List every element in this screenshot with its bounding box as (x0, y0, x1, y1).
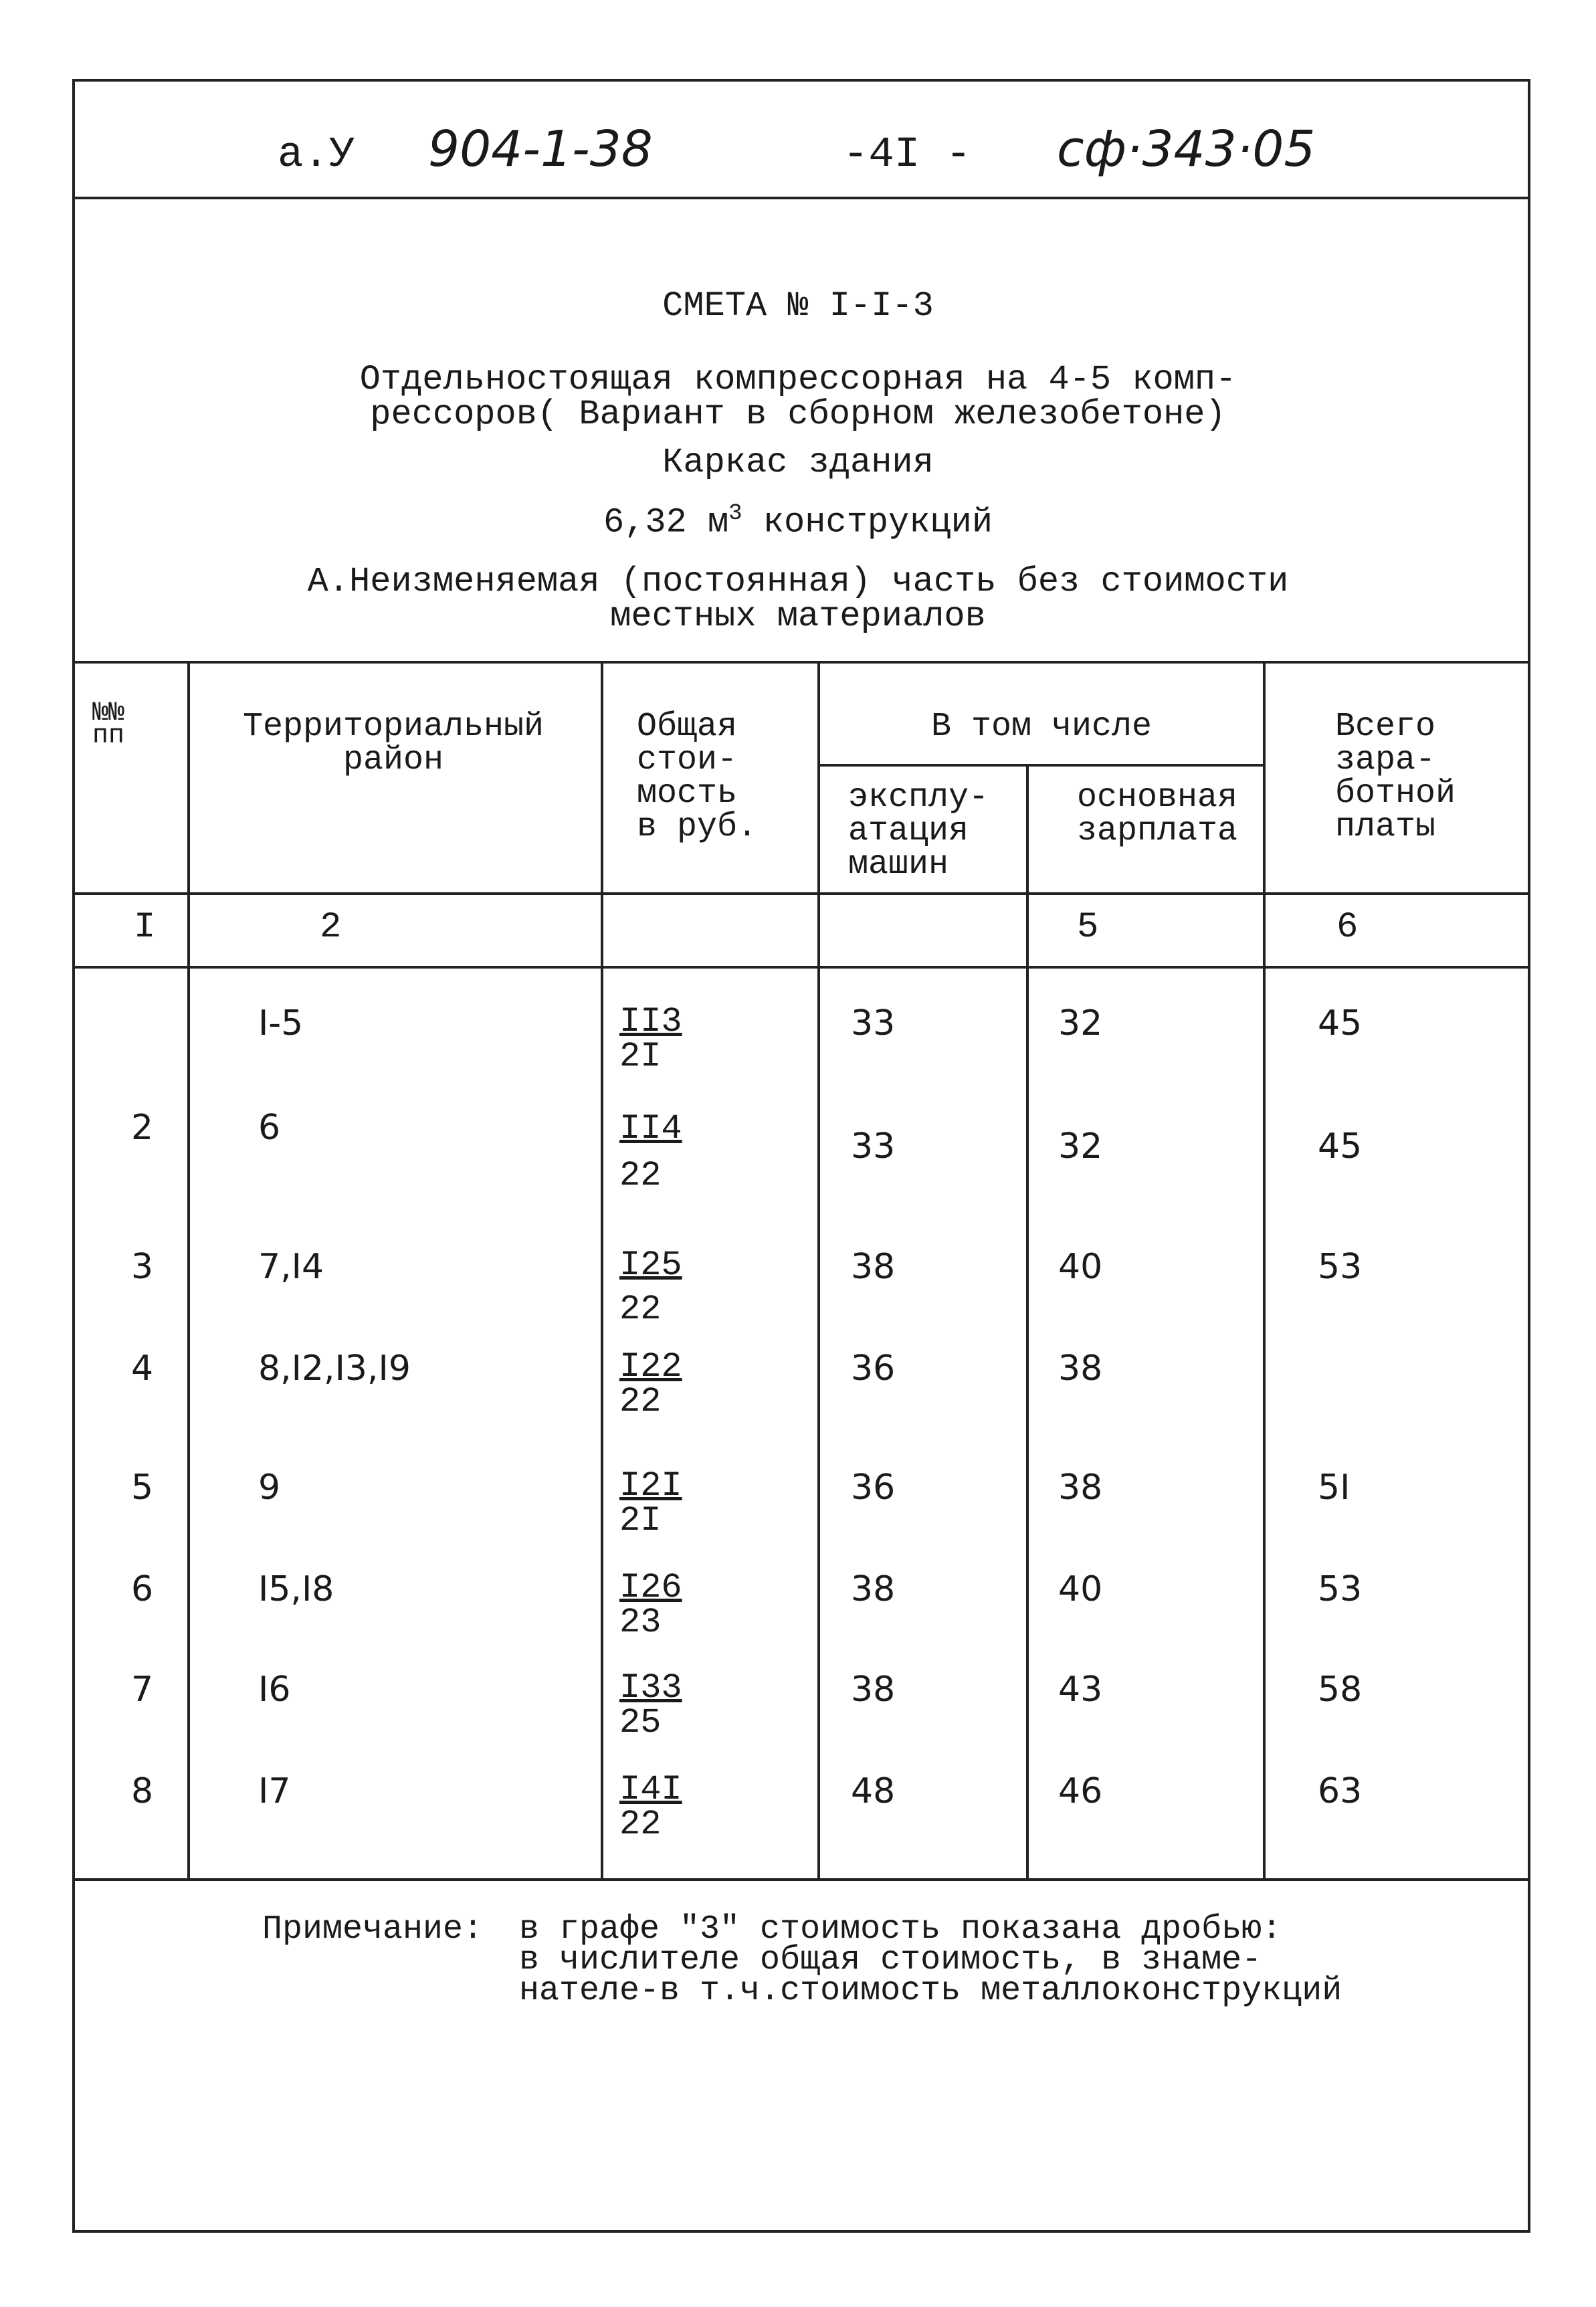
base-salary: 32 (1058, 1126, 1103, 1167)
col-divider-1 (187, 661, 190, 1878)
header-row-number: №№ пп (92, 698, 125, 751)
header-total-cost: Общая стои- мость в руб. (637, 708, 758, 846)
header-district: Территориальный район (242, 708, 544, 779)
volume-rest: конструкций (742, 502, 993, 542)
note-line-1: в графе "3" стоимость показана дробью: (519, 1910, 1282, 1948)
total-cost-fraction (619, 1668, 682, 1742)
numbering-col-6: 6 (1336, 907, 1359, 948)
total-cost: I26 (619, 1568, 682, 1607)
object-name-line2: рессоров( Вариант в сборном железобетоне) (370, 395, 1226, 434)
header-machines: эксплу- атация машин (848, 779, 989, 884)
total-cost-fraction (619, 1466, 682, 1540)
district: I-5 (258, 1003, 304, 1043)
total-cost: I4I (619, 1770, 682, 1809)
metal-cost: 22 (619, 1156, 662, 1195)
row-number: 5 (131, 1468, 154, 1508)
total-cost-fraction (619, 1002, 682, 1076)
district: I7 (258, 1771, 291, 1811)
metal-cost: 2I (619, 1037, 662, 1076)
numbering-col-2: 2 (320, 907, 342, 948)
machines-cost: 38 (851, 1247, 896, 1287)
total-cost: I22 (619, 1347, 682, 1387)
numbering-col-5: 5 (1077, 907, 1099, 948)
machines-cost: 36 (851, 1468, 896, 1508)
metal-cost: 25 (619, 1703, 662, 1742)
base-salary: 43 (1058, 1670, 1103, 1710)
total-salary: 58 (1318, 1670, 1363, 1710)
header-including: В том числе (930, 708, 1153, 746)
total-salary: 63 (1318, 1771, 1363, 1811)
col-divider-3 (817, 661, 820, 1878)
machines-cost: 38 (851, 1670, 896, 1710)
header-prefix: а.У (278, 131, 355, 179)
metal-cost: 22 (619, 1805, 662, 1844)
col-divider-2 (601, 661, 603, 1878)
row-number: 6 (131, 1569, 154, 1609)
machines-cost: 33 (851, 1126, 896, 1167)
header-divider (72, 197, 1530, 199)
total-salary: 5I (1318, 1468, 1351, 1508)
total-salary: 45 (1318, 1003, 1363, 1043)
header-total-salary: Всего зара- ботной платы (1335, 708, 1456, 846)
total-cost-fraction (619, 1568, 682, 1642)
table-bottom-border (72, 1878, 1530, 1881)
district: 9 (258, 1468, 281, 1508)
series-code: сф·343·05 (1057, 120, 1316, 178)
machines-cost: 36 (851, 1348, 896, 1389)
group-header-divider (819, 764, 1263, 767)
district: 8,I2,I3,I9 (258, 1348, 411, 1389)
note-line-3: нателе-в т.ч.стоимость металлоконструкций (519, 1972, 1342, 2010)
part-title-line2: местных материалов (610, 597, 986, 636)
machines-cost: 48 (851, 1771, 896, 1811)
object-name-line1: Отдельностоящая компрессорная на 4-5 комп- (359, 360, 1237, 399)
col-divider-4 (1026, 764, 1029, 1878)
total-cost: I2I (619, 1466, 682, 1506)
base-salary: 46 (1058, 1771, 1103, 1811)
base-salary: 40 (1058, 1247, 1103, 1287)
numbering-col-1: I (134, 907, 156, 948)
total-cost-fraction (619, 1245, 682, 1329)
table-top-border (72, 661, 1530, 664)
total-cost-fraction (619, 1109, 682, 1195)
row-number: 4 (131, 1348, 154, 1389)
header-salary: основная зарплата (1077, 779, 1238, 850)
total-cost: II3 (619, 1002, 682, 1041)
row-number: 7 (131, 1670, 154, 1710)
district: I6 (258, 1670, 291, 1710)
metal-cost: 22 (619, 1382, 662, 1421)
machines-cost: 38 (851, 1569, 896, 1609)
base-salary: 38 (1058, 1468, 1103, 1508)
total-salary: 53 (1318, 1569, 1363, 1609)
section-name: Каркас здания (662, 443, 934, 482)
metal-cost: 23 (619, 1603, 662, 1642)
total-cost: I25 (619, 1245, 682, 1285)
part-title-line1: А.Неизменяемая (постоянная) часть без стоимости (307, 562, 1289, 601)
project-code: 904-1-38 (428, 120, 653, 178)
base-salary: 40 (1058, 1569, 1103, 1609)
estimate-title: СМЕТА № I-I-3 (662, 286, 934, 326)
total-salary: 53 (1318, 1247, 1363, 1287)
row-number: 2 (131, 1108, 154, 1148)
numbering-row-bottom-border (72, 966, 1530, 969)
note-line-2: в числителе общая стоимость, в знаме- (519, 1941, 1262, 1979)
total-cost-fraction (619, 1347, 682, 1421)
volume-value: 6,32 м (603, 502, 729, 542)
total-cost: I33 (619, 1668, 682, 1708)
col-divider-5 (1263, 661, 1266, 1878)
base-salary: 38 (1058, 1348, 1103, 1389)
total-cost: II4 (619, 1109, 682, 1148)
total-salary: 45 (1318, 1126, 1363, 1167)
metal-cost: 22 (619, 1290, 662, 1329)
machines-cost: 33 (851, 1003, 896, 1043)
district: 6 (258, 1108, 281, 1148)
volume-unit-exponent: 3 (728, 501, 742, 526)
page-number: -4I - (843, 131, 972, 179)
district: I5,I8 (258, 1569, 334, 1609)
table-header-bottom-border (72, 892, 1530, 895)
total-cost-fraction (619, 1770, 682, 1844)
base-salary: 32 (1058, 1003, 1103, 1043)
row-number: 3 (131, 1247, 154, 1287)
row-number: 8 (131, 1771, 154, 1811)
note-label: Примечание: (262, 1910, 484, 1948)
volume-line (0, 495, 1596, 541)
metal-cost: 2I (619, 1501, 662, 1540)
district: 7,I4 (258, 1247, 324, 1287)
